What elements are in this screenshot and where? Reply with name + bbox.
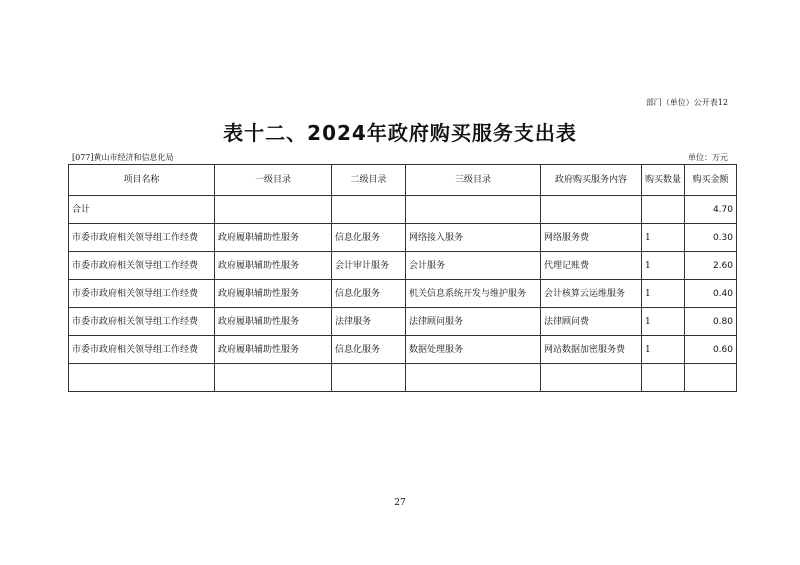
cell-quantity: 1 xyxy=(642,308,685,336)
cell-level3: 会计服务 xyxy=(406,252,541,280)
header-quantity: 购买数量 xyxy=(642,165,685,196)
cell-level3: 网络接入服务 xyxy=(406,224,541,252)
cell-level2: 信息化服务 xyxy=(332,280,406,308)
cell-level2: 信息化服务 xyxy=(332,224,406,252)
header-level3: 三级目录 xyxy=(406,165,541,196)
cell-amount: 0.40 xyxy=(685,280,737,308)
cell-amount: 0.30 xyxy=(685,224,737,252)
header-level1: 一级目录 xyxy=(215,165,332,196)
total-row xyxy=(69,196,737,224)
cell-project: 市委市政府相关领导组工作经费 xyxy=(69,280,215,308)
department-label: [077]黄山市经济和信息化局 xyxy=(72,153,174,162)
cell-level1: 政府履职辅助性服务 xyxy=(215,252,332,280)
cell-amount: 2.60 xyxy=(685,252,737,280)
cell-amount: 0.60 xyxy=(685,336,737,364)
cell-level2: 信息化服务 xyxy=(332,336,406,364)
header-amount: 购买金额 xyxy=(685,165,737,196)
cell-level3: 法律顾问服务 xyxy=(406,308,541,336)
cell-content: 网络服务费 xyxy=(541,224,642,252)
cell-project: 市委市政府相关领导组工作经费 xyxy=(69,252,215,280)
cell-quantity: 1 xyxy=(642,252,685,280)
cell-amount: 0.80 xyxy=(685,308,737,336)
cell-quantity: 1 xyxy=(642,224,685,252)
document-title: 表十二、2024年政府购买服务支出表 xyxy=(223,121,577,145)
purchase-services-table xyxy=(68,164,737,392)
table-row xyxy=(69,224,737,252)
total-amount: 4.70 xyxy=(685,196,737,224)
header-project-name: 项目名称 xyxy=(69,165,215,196)
cell-level1: 政府履职辅助性服务 xyxy=(215,224,332,252)
cell-level2: 会计审计服务 xyxy=(332,252,406,280)
cell-quantity: 1 xyxy=(642,336,685,364)
empty-row xyxy=(69,364,737,392)
header-content: 政府购买服务内容 xyxy=(541,165,642,196)
cell-level1: 政府履职辅助性服务 xyxy=(215,280,332,308)
cell-level2: 法律服务 xyxy=(332,308,406,336)
cell-content: 会计核算云运维服务 xyxy=(541,280,642,308)
page-number: 27 xyxy=(394,498,406,508)
cell-level1: 政府履职辅助性服务 xyxy=(215,308,332,336)
cell-project: 市委市政府相关领导组工作经费 xyxy=(69,308,215,336)
cell-content: 网站数据加密服务费 xyxy=(541,336,642,364)
page-label: 部门（单位）公开表12 xyxy=(645,98,728,107)
table-row xyxy=(69,336,737,364)
unit-label: 单位：万元 xyxy=(688,153,728,162)
table-row xyxy=(69,252,737,280)
cell-project: 市委市政府相关领导组工作经费 xyxy=(69,336,215,364)
cell-quantity: 1 xyxy=(642,280,685,308)
table-row xyxy=(69,280,737,308)
table-row xyxy=(69,308,737,336)
header-level2: 二级目录 xyxy=(332,165,406,196)
cell-content: 法律顾问费 xyxy=(541,308,642,336)
total-label: 合计 xyxy=(69,196,215,224)
cell-level3: 数据处理服务 xyxy=(406,336,541,364)
cell-level3: 机关信息系统开发与维护服务 xyxy=(406,280,541,308)
cell-project: 市委市政府相关领导组工作经费 xyxy=(69,224,215,252)
cell-content: 代理记账费 xyxy=(541,252,642,280)
cell-level1: 政府履职辅助性服务 xyxy=(215,336,332,364)
table-header-row xyxy=(69,165,737,196)
